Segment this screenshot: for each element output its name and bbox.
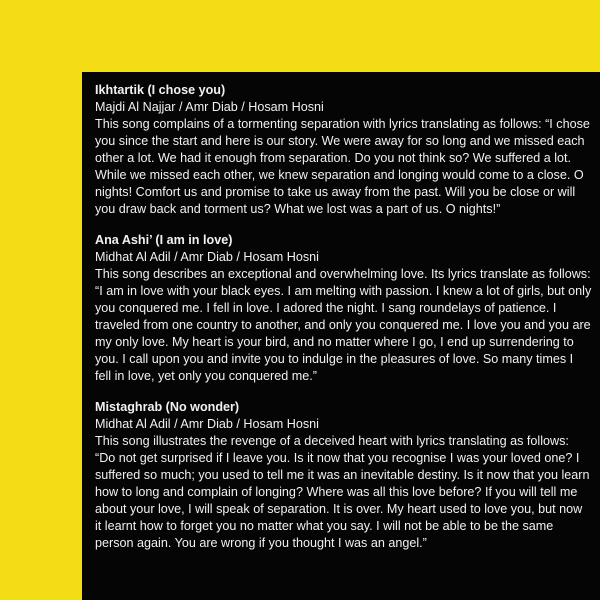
song-entry-mistaghrab — [95, 399, 592, 552]
song-credits: Majdi Al Najjar / Amr Diab / Hosam Hosni — [95, 100, 324, 114]
liner-notes-panel — [82, 72, 600, 600]
song-title: Ana Ashi’ (I am in love) — [95, 233, 233, 247]
song-description: This song complains of a tormenting separation with lyrics translating as follows: “I chose you since the start and here is our story. We were away for so long and we missed each other a lot. We had it enough from separation. Do you not think so? We suffered a lot. While we missed each other, we knew separation and longing would come to a close. O nights! Comfort us and promise to take us away from the past. Will you be close or will you draw back and torment us? What we lost was a part of us. O nights!” — [95, 117, 590, 216]
song-title: Mistaghrab (No wonder) — [95, 400, 240, 414]
song-title: Ikhtartik (I chose you) — [95, 83, 226, 97]
song-description: This song describes an exceptional and overwhelming love. Its lyrics translate as follows: “I am in love with your black eyes. I am melting with passion. I knew a lot of girls, but only you conquered me. I fell in love. I adored the night. I sang roundelays of patience. I traveled from one country to another, and only you conquered me. I love you and you are my only love. My heart is your bird, and no matter where I go, I end up surrendering to you. I call upon you and invite you to indulge in the pleasures of love. So many times I fell in love, yet only you conquered me.” — [95, 267, 592, 383]
song-description: This song illustrates the revenge of a deceived heart with lyrics translating as follows: “Do not get surprised if I leave you. Is it now that you recognise I was your loved one? I suffered so much; you used to tell me it was an inevitable destiny. Is it now that you learn how to long and complain of longing? Where was all this love before? If you will tell me about your love, I will speak of separation. It is over. My heart used to love you, but now it learnt how to forget you no matter what you say. I will not be able to be the same person again. You are wrong if you thought I was an angel.” — [95, 434, 590, 550]
song-credits: Midhat Al Adil / Amr Diab / Hosam Hosni — [95, 417, 319, 431]
song-entry-ana-ashi — [95, 232, 592, 385]
song-credits: Midhat Al Adil / Amr Diab / Hosam Hosni — [95, 250, 319, 264]
song-entry-ikhtartik — [95, 82, 592, 218]
